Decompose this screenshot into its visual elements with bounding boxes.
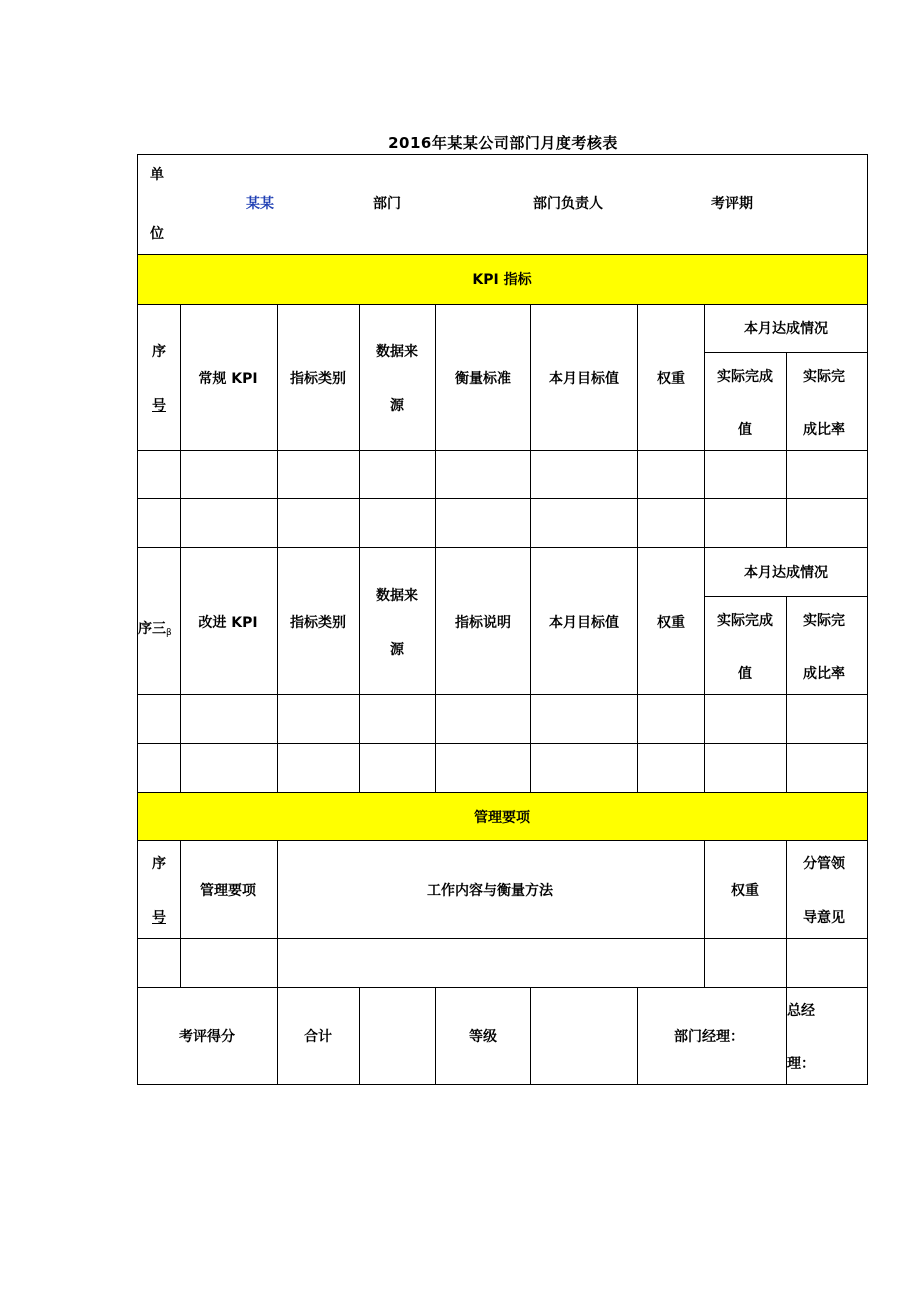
seq-label-2-text: 序三 — [138, 621, 166, 637]
grid-line — [137, 938, 868, 939]
col-improve-kpi: 改进 KPI — [198, 615, 258, 631]
col-source-2-top: 数据来 — [376, 588, 418, 604]
grid-line — [867, 154, 868, 1085]
col-actual-value-2-bottom: 值 — [738, 666, 752, 682]
col-actual-rate-2-top: 实际完 — [803, 613, 845, 629]
col-actual-value-top: 实际完成 — [717, 369, 773, 385]
grid-line — [137, 987, 868, 988]
grid-line — [137, 154, 868, 155]
grid-line — [137, 254, 868, 255]
grid-line — [435, 304, 436, 792]
col-actual-value-bottom: 值 — [738, 422, 752, 438]
grid-line — [786, 840, 787, 987]
grid-line — [277, 840, 278, 987]
mgmt-seq-bottom: 号 — [152, 910, 166, 926]
mgmt-seq-top: 序 — [152, 856, 166, 872]
assessment-table — [137, 154, 868, 1085]
grid-line — [637, 987, 638, 1085]
gm-label-top: 总经 — [787, 1003, 815, 1019]
col-category: 指标类别 — [290, 371, 346, 387]
grid-line — [359, 987, 360, 1085]
col-target-2: 本月目标值 — [549, 615, 619, 631]
grid-line — [435, 987, 436, 1085]
grid-line — [786, 694, 787, 792]
grid-line — [530, 304, 531, 792]
col-mgmt-item: 管理要项 — [200, 883, 256, 899]
grid-line — [137, 304, 868, 305]
col-source-bottom: 源 — [390, 398, 404, 414]
col-source-top: 数据来 — [376, 344, 418, 360]
col-mgmt-weight: 权重 — [731, 883, 759, 899]
col-content: 工作内容与衡量方法 — [427, 883, 553, 899]
seq-label-bottom: 号 — [152, 398, 166, 414]
col-opinion-bottom: 导意见 — [803, 910, 845, 926]
grid-line — [180, 840, 181, 987]
col-opinion-top: 分管领 — [803, 856, 845, 872]
grid-line — [637, 304, 638, 792]
col-weight: 权重 — [657, 371, 685, 387]
grid-line — [137, 840, 868, 841]
grid-line — [137, 547, 868, 548]
mgmt-section-title: 管理要项 — [474, 810, 530, 826]
col-actual-rate-2-bottom: 成比率 — [803, 666, 845, 682]
col-category-2: 指标类别 — [290, 615, 346, 631]
grid-line — [137, 743, 868, 744]
grid-line — [180, 304, 181, 792]
period-label: 考评期 — [711, 196, 753, 212]
grid-line — [277, 304, 278, 792]
seq-label-2 — [138, 620, 172, 642]
seq-label-2-sub: β — [166, 628, 172, 638]
col-actual-rate-bottom: 成比率 — [803, 422, 845, 438]
col-target: 本月目标值 — [549, 371, 619, 387]
unit-label-top: 单 — [150, 167, 164, 183]
col-standard: 衡量标准 — [455, 371, 511, 387]
col-achievement-2: 本月达成情况 — [744, 565, 828, 581]
col-regular-kpi: 常规 KPI — [198, 371, 258, 387]
grade-label: 等级 — [469, 1029, 497, 1045]
unit-label-bottom: 位 — [150, 226, 164, 242]
grid-line — [137, 792, 868, 793]
grid-line — [786, 352, 787, 450]
grid-line — [359, 304, 360, 792]
dept-manager-label: 部门经理： — [674, 1029, 744, 1045]
score-label: 考评得分 — [179, 1029, 235, 1045]
grid-line — [704, 840, 705, 987]
col-actual-rate-top: 实际完 — [803, 369, 845, 385]
grid-line — [786, 596, 787, 694]
seq-label-top: 序 — [152, 344, 166, 360]
grid-line — [530, 987, 531, 1085]
col-desc: 指标说明 — [455, 615, 511, 631]
dept-label: 部门 — [373, 196, 401, 212]
total-label: 合计 — [304, 1029, 332, 1045]
grid-line — [137, 498, 868, 499]
grid-line — [137, 694, 868, 695]
dept-head-label: 部门负责人 — [533, 196, 603, 212]
gm-label-bottom: 理： — [787, 1056, 815, 1072]
grid-line — [277, 987, 278, 1085]
grid-line — [704, 304, 705, 792]
page-title: 2016年某某公司部门月度考核表 — [388, 134, 618, 152]
col-weight-2: 权重 — [657, 615, 685, 631]
col-achievement: 本月达成情况 — [744, 321, 828, 337]
grid-line — [786, 450, 787, 547]
unit-value: 某某 — [246, 196, 274, 212]
col-actual-value-2-top: 实际完成 — [717, 613, 773, 629]
grid-line — [137, 450, 868, 451]
grid-line — [137, 1084, 868, 1085]
kpi-section-title: KPI 指标 — [472, 272, 532, 288]
col-source-2-bottom: 源 — [390, 642, 404, 658]
